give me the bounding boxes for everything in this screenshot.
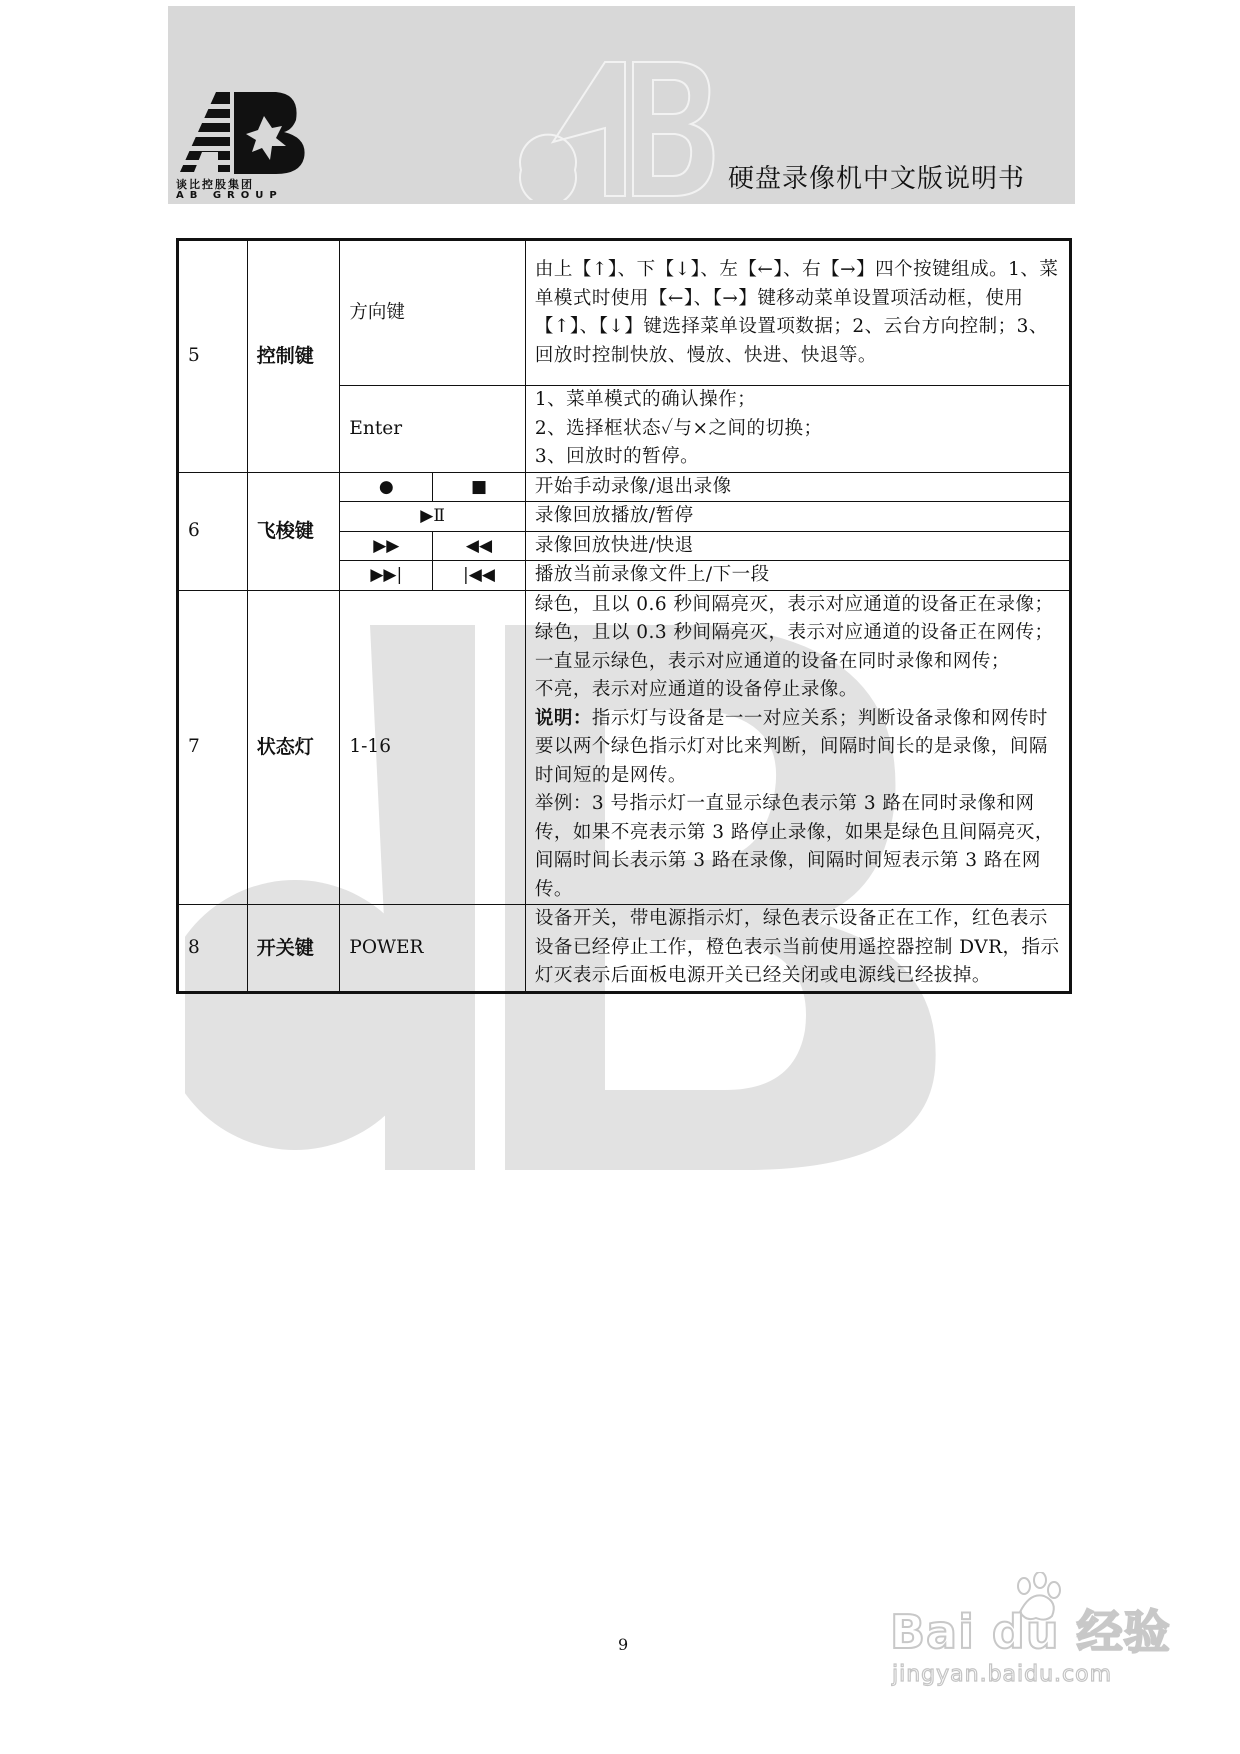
key-group-name: 开关键 bbox=[247, 905, 340, 993]
description-line: 3、回放时的暂停。 bbox=[534, 446, 700, 467]
row-number: 5 bbox=[178, 240, 248, 473]
page-number: 9 bbox=[618, 1635, 629, 1654]
key-description: 由上【↑】、下【↓】、左【←】、右【→】四个按键组成。1、菜单模式时使用【←】、【→】键移动菜单设置项活动框，使用【↑】、【↓】键选择菜单设置项数据；2、云台方向控制；3、回放时控制快放、慢放、快进、快退等。 bbox=[525, 240, 1070, 386]
key-group-name: 飞梭键 bbox=[247, 472, 340, 590]
baidu-url-watermark: jingyan.baidu.com bbox=[892, 1662, 1113, 1687]
row-number: 8 bbox=[178, 905, 248, 993]
row-number: 7 bbox=[178, 590, 248, 905]
table-row bbox=[178, 905, 1071, 993]
note-text: 指示灯与设备是一一对应关系；判断设备录像和网传时要以两个绿色指示灯对比来判断，间隔时间长的是录像，间隔时间短的是网传。 bbox=[534, 707, 1048, 786]
key-description: 开始手动录像/退出录像 bbox=[525, 472, 1070, 502]
baidu-brand-watermark: Bai du 经验 bbox=[890, 1605, 1171, 1659]
key-description bbox=[525, 386, 1070, 473]
key-description bbox=[525, 590, 1070, 905]
description-line: 1、菜单模式的确认操作； bbox=[534, 389, 757, 410]
logo-company-en: AB GROUP bbox=[176, 190, 283, 201]
note-paragraph bbox=[535, 705, 1060, 791]
record-icon: ● bbox=[340, 472, 433, 502]
note-label: 说明： bbox=[534, 707, 592, 729]
row-number: 6 bbox=[178, 472, 248, 590]
document-title: 硬盘录像机中文版说明书 bbox=[728, 164, 1026, 194]
key-description: 设备开关，带电源指示灯，绿色表示设备正在工作，红色表示设备已经停止工作，橙色表示当前使用遥控器控制 DVR，指示灯灭表示后面板电源开关已经关闭或电源线已经拔掉。 bbox=[525, 905, 1070, 993]
key-label: Enter bbox=[340, 386, 525, 473]
key-label: 1-16 bbox=[340, 590, 525, 905]
description-paragraph: 绿色，且以 0.3 秒间隔亮灭，表示对应通道的设备正在网传； bbox=[534, 622, 1054, 643]
description-line: 2、选择框状态✓与×之间的切换； bbox=[534, 417, 823, 439]
stop-icon: ■ bbox=[433, 472, 526, 502]
example-paragraph: 举例：3 号指示灯一直显示绿色表示第 3 路在同时录像和网传，如果不亮表示第 3 路停止录像，如果是绿色且间隔亮灭，间隔时间长表示第 3 路在录像，间隔时间短表示第 3 路在网传。 bbox=[534, 793, 1054, 900]
key-group-name: 状态灯 bbox=[247, 590, 340, 905]
key-description: 录像回放快进/快退 bbox=[525, 531, 1070, 561]
key-group-name: 控制键 bbox=[247, 240, 340, 473]
next-segment-icon: ▶▶| bbox=[340, 561, 433, 591]
table-row bbox=[178, 240, 1071, 386]
previous-segment-icon: |◀◀ bbox=[433, 561, 526, 591]
description-paragraph: 绿色，且以 0.6 秒间隔亮灭，表示对应通道的设备正在录像； bbox=[534, 593, 1054, 615]
ab-outline-logo-icon bbox=[513, 58, 718, 200]
table-row bbox=[178, 590, 1071, 905]
fast-forward-icon: ▶▶ bbox=[340, 531, 433, 561]
key-description: 录像回放播放/暂停 bbox=[525, 502, 1070, 532]
rewind-icon: ◀◀ bbox=[433, 531, 526, 561]
page-header bbox=[168, 6, 1075, 204]
key-label: 方向键 bbox=[340, 240, 525, 386]
key-label: POWER bbox=[340, 905, 525, 993]
table-row bbox=[178, 472, 1071, 502]
key-description: 播放当前录像文件上/下一段 bbox=[525, 561, 1070, 591]
description-paragraph: 不亮，表示对应通道的设备停止录像。 bbox=[534, 679, 858, 700]
spec-table bbox=[176, 238, 1072, 994]
description-paragraph: 一直显示绿色，表示对应通道的设备在同时录像和网传； bbox=[534, 650, 1010, 672]
logo-company-cn: 谈比控股集团 bbox=[176, 178, 254, 191]
play-pause-icon: ▶Ⅱ bbox=[340, 502, 525, 532]
